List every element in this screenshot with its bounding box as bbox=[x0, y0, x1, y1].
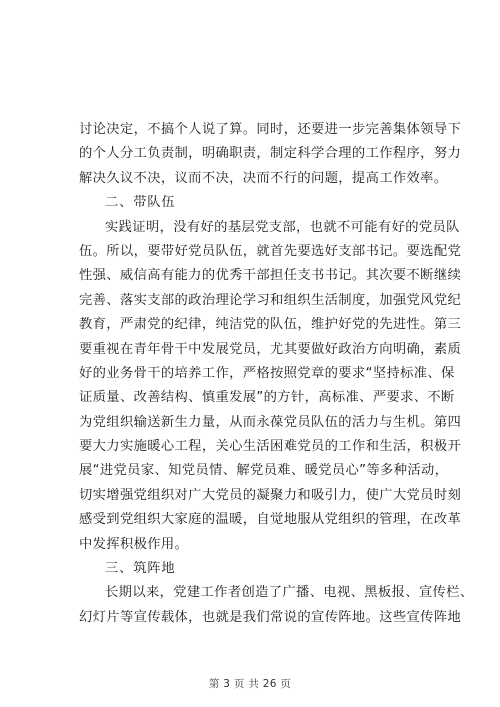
text-line: 为党组织输送新生力量，从而永葆党员队伍的活力与生机。第四 bbox=[79, 414, 462, 430]
text-line: 教育，严肃党的纪律，纯洁党的队伍，维护好党的先进性。第三 bbox=[79, 317, 462, 333]
text-line: 解决久议不决，议而不决，决而不行的问题，提高工作效率。 bbox=[79, 170, 448, 186]
text-line: 幻灯片等宣传载体，也就是我们常说的宣传阵地。这些宣传阵地 bbox=[79, 609, 462, 625]
text-line: 中发挥积极作用。 bbox=[79, 536, 189, 552]
text-line: 的个人分工负责制，明确职责，制定科学合理的工作程序，努力 bbox=[79, 146, 462, 162]
text-line: 要大力实施暖心工程，关心生活困难党员的工作和生活，积极开 bbox=[79, 439, 462, 455]
text-line: 展“进党员家、知党员情、解党员难、暖党员心”等多种活动， bbox=[79, 463, 449, 479]
text-line: 伍。所以，要带好党员队伍，就首先要选好支部书记。要选配党 bbox=[79, 243, 462, 259]
text-line: 性强、威信高有能力的优秀干部担任支书书记。其次要不断继续 bbox=[79, 268, 462, 284]
paragraph-first-line: 实践证明，没有好的基层党支部，也就不可能有好的党员队 bbox=[105, 219, 460, 235]
text-line: 要重视在青年骨干中发展党员，尤其要做好政治方向明确，素质 bbox=[79, 341, 462, 357]
section-heading-dai-dui-wu: 二、带队伍 bbox=[105, 195, 176, 211]
body-text bbox=[79, 118, 474, 630]
text-line: 感受到党组织大家庭的温暖，自觉地服从党组织的管理，在改革 bbox=[79, 512, 462, 528]
paragraph-first-line: 长期以来，党建工作者创造了广播、电视、黑板报、宣传栏、 bbox=[105, 585, 474, 601]
text-line: 好的业务骨干的培养工作，严格按照党章的要求“坚持标准、保 bbox=[79, 365, 455, 381]
text-line: 切实增强党组织对广大党员的凝聚力和吸引力，使广大党员时刻 bbox=[79, 487, 462, 503]
text-line: 完善、落实支部的政治理论学习和组织生活制度，加强党风党纪 bbox=[79, 292, 462, 308]
text-line: 证质量、改善结构、慎重发展”的方针，高标准、严要求、不断 bbox=[79, 390, 455, 406]
section-heading-zhu-zhen-di: 三、筑阵地 bbox=[105, 561, 176, 577]
page-number-footer: 第 3 页 共 26 页 bbox=[208, 678, 292, 690]
text-line: 讨论决定，不搞个人说了算。同时，还要进一步完善集体领导下 bbox=[79, 122, 462, 137]
